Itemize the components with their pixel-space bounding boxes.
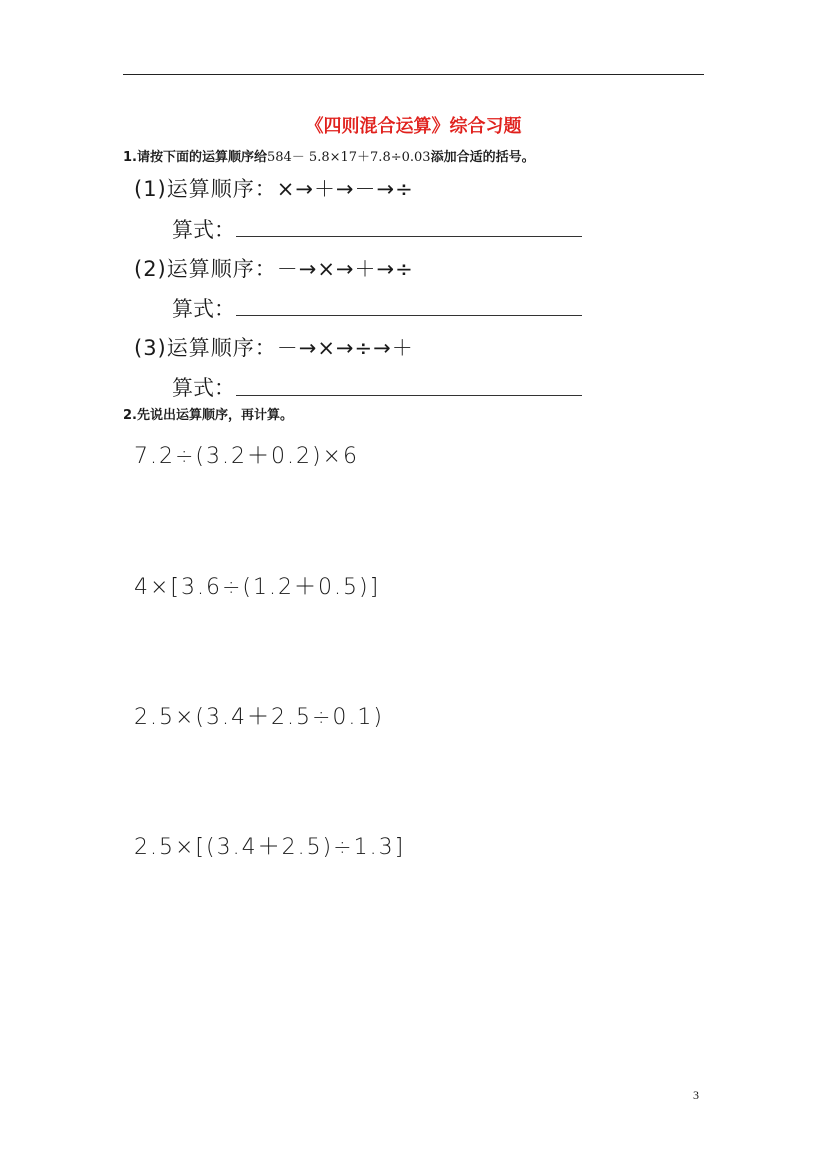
expression-1: 7.2÷(3.2＋0.2)×6 [134,444,359,469]
order-2: (2)运算顺序：－→×→＋→÷ [134,257,414,281]
order-1: (1)运算顺序：×→＋→－→÷ [134,177,414,201]
expression-2: 4×[3.6÷(1.2＋0.5)] [134,575,381,600]
formula-label-3: 算式： [172,376,235,400]
question-1-expression: 584－ 5.8×17＋7.8÷0.03 [266,150,431,165]
question-1-prompt [123,146,535,165]
header-rule [123,74,704,75]
question-1-prefix: 1.请按下面的运算顺序给 [123,150,267,165]
question-1-suffix: 添加合适的括号。 [430,150,535,165]
answer-line-1[interactable] [236,236,582,237]
question-2-prompt: 2.先说出运算顺序，再计算。 [123,408,293,423]
page-title: 《四则混合运算》综合习题 [305,116,522,137]
page-number: 3 [693,1088,699,1102]
answer-line-2[interactable] [236,315,582,316]
expression-3: 2.5×(3.4＋2.5÷0.1) [134,705,384,730]
answer-line-3[interactable] [236,395,582,396]
formula-label-1: 算式： [172,218,235,242]
expression-4: 2.5×[(3.4＋2.5)÷1.3] [134,835,406,860]
formula-label-2: 算式： [172,297,235,321]
order-3: (3)运算顺序：－→×→÷→＋ [134,336,414,360]
